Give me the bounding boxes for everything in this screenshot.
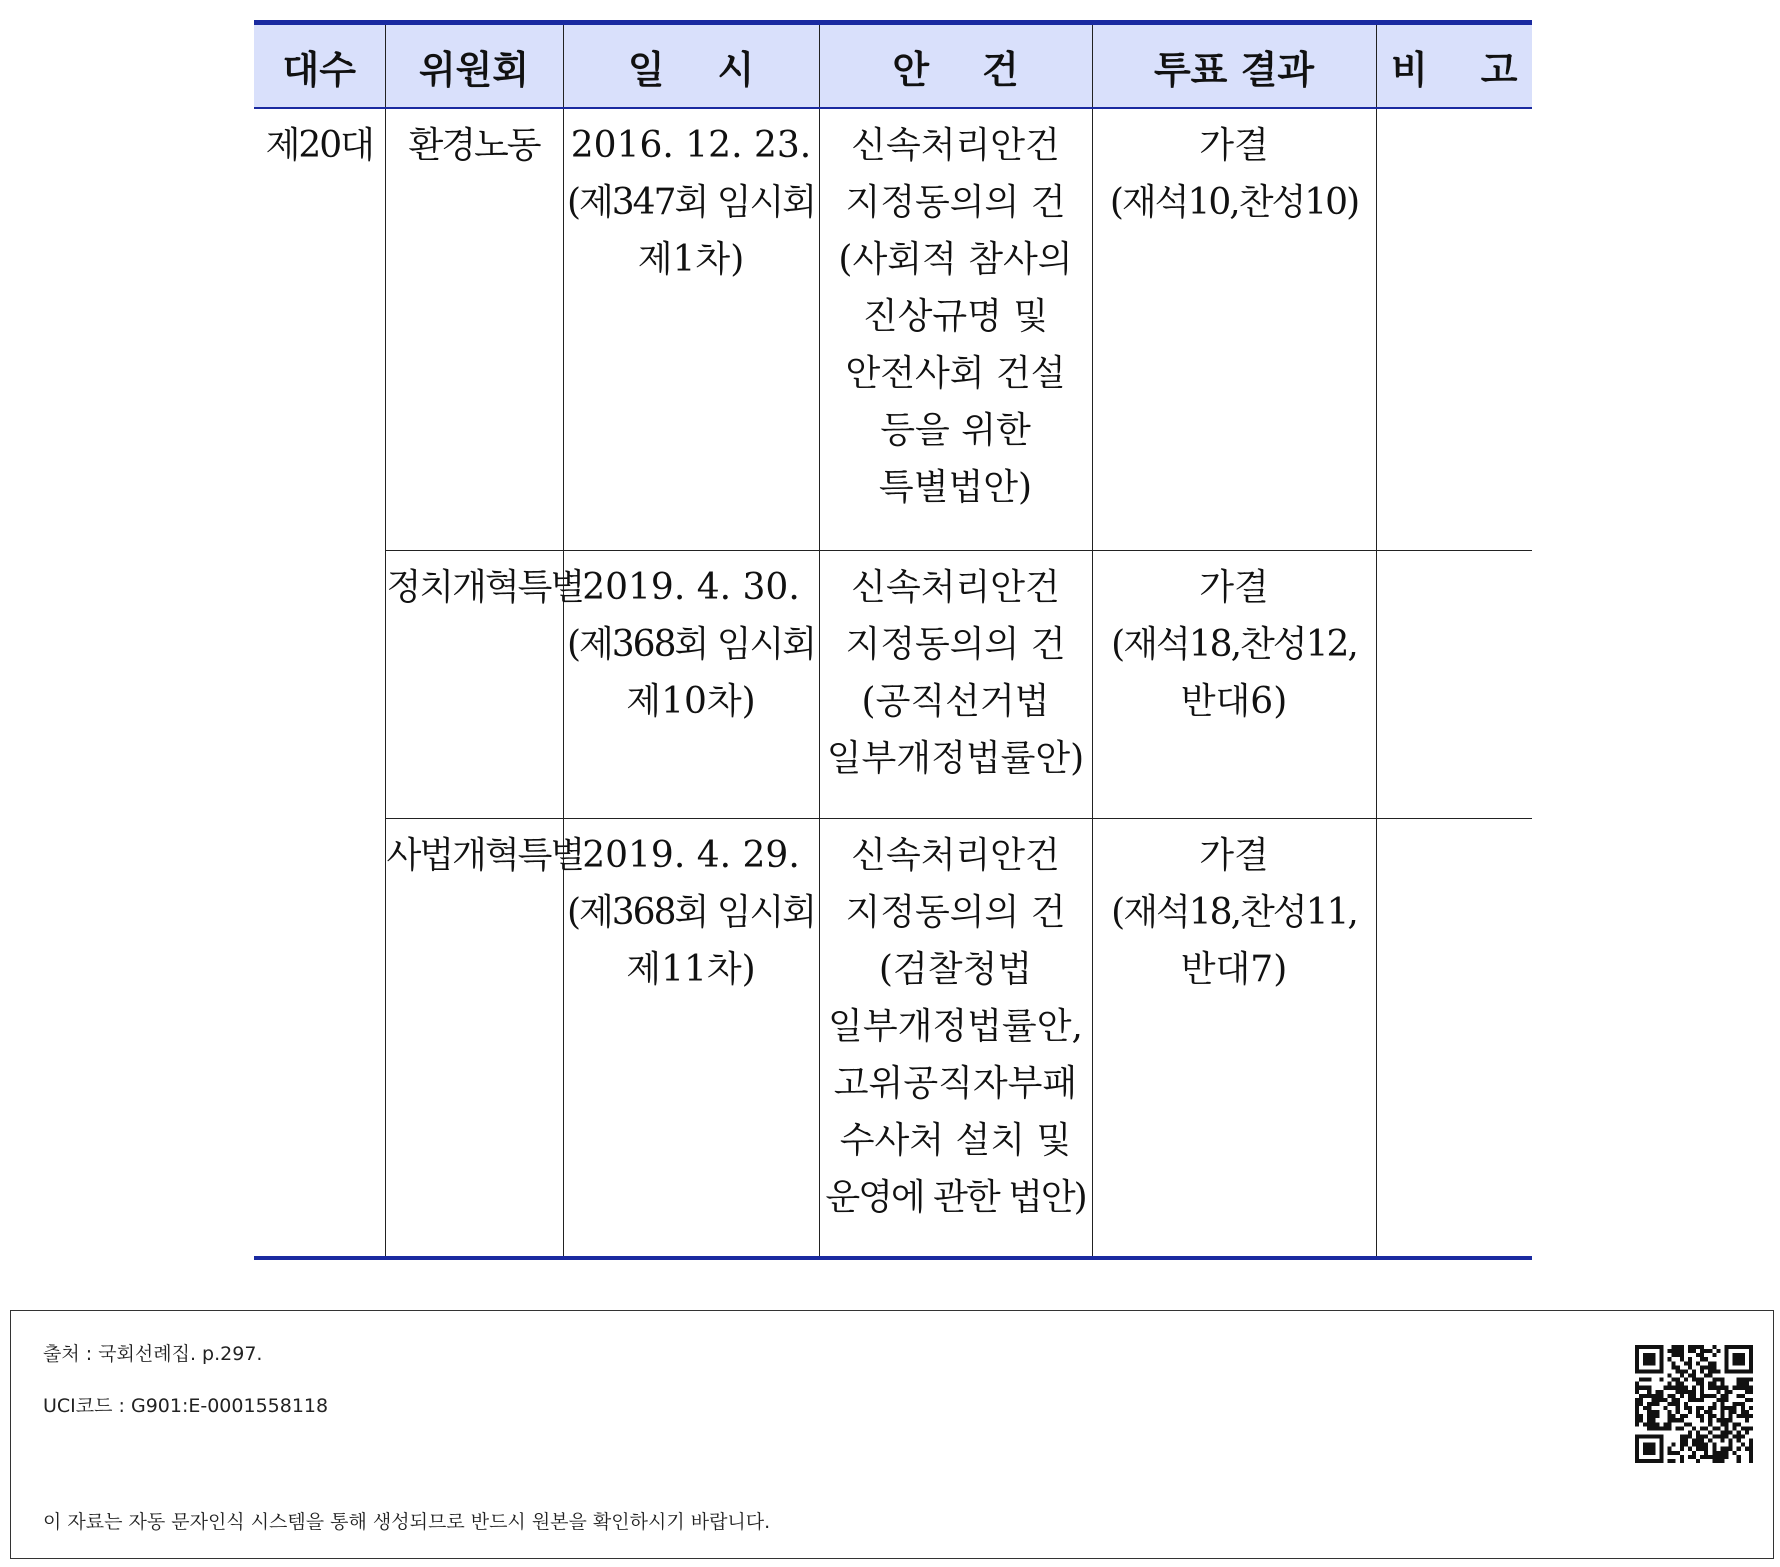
table-row	[254, 818, 1532, 1258]
ocr-notice: 이 자료는 자동 문자인식 시스템을 통해 생성되므로 반드시 원본을 확인하시기 바랍니다.	[43, 1511, 771, 1533]
date-cell	[563, 550, 819, 818]
result-line: 반대6)	[1180, 680, 1288, 722]
agenda-line: 지정동의의 건	[845, 891, 1066, 933]
result-cell	[1092, 550, 1376, 818]
agenda-line: 특별법안)	[878, 467, 1033, 508]
committee-cell: 정치개혁특별	[385, 550, 563, 818]
result-line: 가결	[1199, 125, 1269, 166]
date-line: 제11차)	[626, 948, 756, 990]
agenda-line: 고위공직자부패	[833, 1062, 1078, 1104]
committee-cell: 사법개혁특별	[385, 818, 563, 1258]
header-date: 일 시	[563, 23, 819, 109]
result-cell	[1092, 818, 1376, 1258]
committee-cell: 환경노동	[385, 108, 563, 550]
era-cell: 제20대	[254, 108, 385, 1258]
agenda-line: 일부개정법률안)	[826, 737, 1085, 779]
agenda-line: 신속처리안건	[851, 834, 1060, 876]
result-line: (재석18,찬성12,	[1111, 623, 1357, 665]
result-cell	[1092, 108, 1376, 550]
agenda-line: (검찰청법	[878, 948, 1033, 990]
agenda-line: 신속처리안건	[851, 566, 1060, 608]
agenda-line: 운영에 관한 법안)	[825, 1176, 1086, 1218]
source-footer	[10, 1310, 1774, 1559]
date-line: (제368회 임시회	[566, 623, 816, 665]
header-vote-result: 투표 결과	[1092, 23, 1376, 109]
agenda-line: 등을 위한	[880, 410, 1031, 451]
agenda-line: (사회적 참사의	[838, 239, 1073, 280]
agenda-line: 안전사회 건설	[845, 353, 1066, 394]
date-line: (제347회 임시회	[566, 182, 816, 223]
agenda-line: 신속처리안건	[851, 125, 1060, 166]
uci-code: UCI코드 : G901:E-0001558118	[43, 1395, 329, 1417]
header-row	[254, 23, 1532, 109]
result-line: 가결	[1199, 566, 1269, 608]
header-era: 대수	[254, 23, 385, 109]
remarks-cell	[1376, 108, 1532, 550]
date-line: 2019. 4. 30.	[582, 566, 800, 608]
agenda-line: 지정동의의 건	[845, 182, 1066, 223]
date-cell	[563, 108, 819, 550]
table-row	[254, 108, 1532, 550]
date-line: (제368회 임시회	[566, 891, 816, 933]
header-remarks: 비 고	[1376, 23, 1532, 109]
source-citation: 출처 : 국회선례집. p.297.	[43, 1343, 263, 1365]
result-line: (재석10,찬성10)	[1109, 182, 1359, 223]
remarks-cell	[1376, 818, 1532, 1258]
table-row	[254, 550, 1532, 818]
agenda-line: (공직선거법	[861, 680, 1050, 722]
date-line: 2016. 12. 23.	[570, 125, 812, 166]
precedent-table	[254, 20, 1532, 1260]
date-line: 제1차)	[637, 239, 745, 280]
agenda-line: 수사처 설치 및	[839, 1119, 1072, 1161]
header-committee: 위원회	[385, 23, 563, 109]
agenda-cell	[819, 818, 1092, 1258]
agenda-line: 진상규명 및	[862, 296, 1049, 337]
qr-code-icon	[1635, 1345, 1753, 1463]
date-cell	[563, 818, 819, 1258]
result-line: 가결	[1199, 834, 1269, 876]
header-agenda: 안 건	[819, 23, 1092, 109]
agenda-line: 지정동의의 건	[845, 623, 1066, 665]
date-line: 제10차)	[626, 680, 756, 722]
date-line: 2019. 4. 29.	[582, 834, 800, 876]
result-line: (재석18,찬성11,	[1111, 891, 1357, 933]
agenda-cell	[819, 108, 1092, 550]
result-line: 반대7)	[1180, 948, 1288, 990]
agenda-line: 일부개정법률안,	[828, 1005, 1083, 1047]
remarks-cell	[1376, 550, 1532, 818]
agenda-cell	[819, 550, 1092, 818]
